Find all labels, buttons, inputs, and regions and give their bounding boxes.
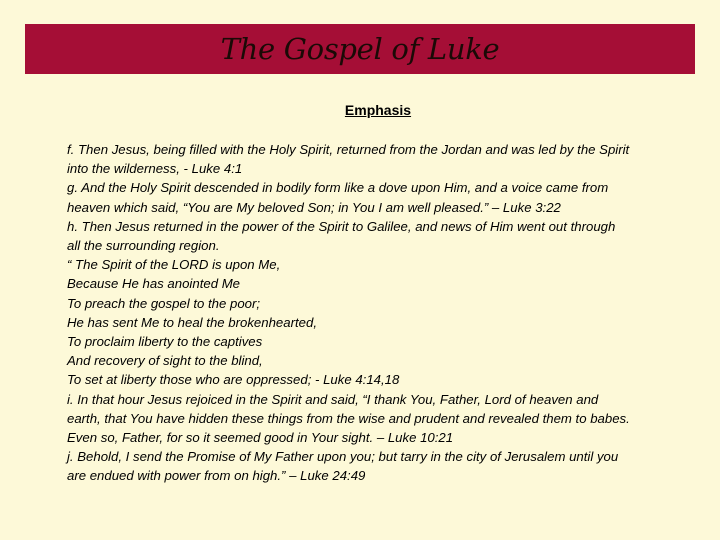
body-line: into the wilderness, - Luke 4:1 [67,161,243,177]
scripture-body [67,140,707,486]
body-line: Even so, Father, for so it seemed good in Your sight. – Luke 10:21 [67,430,454,446]
body-line: heaven which said, “You are My beloved Son; in You I am well pleased.” – Luke 3:22 [67,199,561,215]
body-line: To proclaim liberty to the captives [67,334,263,350]
slide-title: The Gospel of Luke [220,32,500,66]
body-line: To preach the gospel to the poor; [67,295,261,311]
body-line: “ The Spirit of the LORD is upon Me, [67,257,281,273]
body-line: To set at liberty those who are oppressed; - Luke 4:14,18 [67,372,400,388]
body-line: f. Then Jesus, being filled with the Holy Spirit, returned from the Jordan and was led by the Spirit [67,142,630,157]
body-line: earth, that You have hidden these things from the wise and prudent and revealed them to babes. [67,410,630,426]
section-heading: Emphasis [344,102,412,118]
title-banner [25,24,695,74]
body-line: And recovery of sight to the blind, [67,353,263,369]
body-line: all the surrounding region. [67,238,220,254]
body-line: He has sent Me to heal the brokenhearted, [67,314,317,330]
body-line: g. And the Holy Spirit descended in bodily form like a dove upon Him, and a voice came from [67,180,609,196]
body-line: Because He has anointed Me [67,276,241,292]
body-line: i. In that hour Jesus rejoiced in the Spirit and said, “I thank You, Father, Lord of heaven and [67,391,599,407]
body-line: are endued with power from on high.” – Luke 24:49 [67,468,366,484]
body-line: h. Then Jesus returned in the power of the Spirit to Galilee, and news of Him went out through [67,218,616,234]
body-line: j. Behold, I send the Promise of My Father upon you; but tarry in the city of Jerusalem until you [67,449,619,465]
